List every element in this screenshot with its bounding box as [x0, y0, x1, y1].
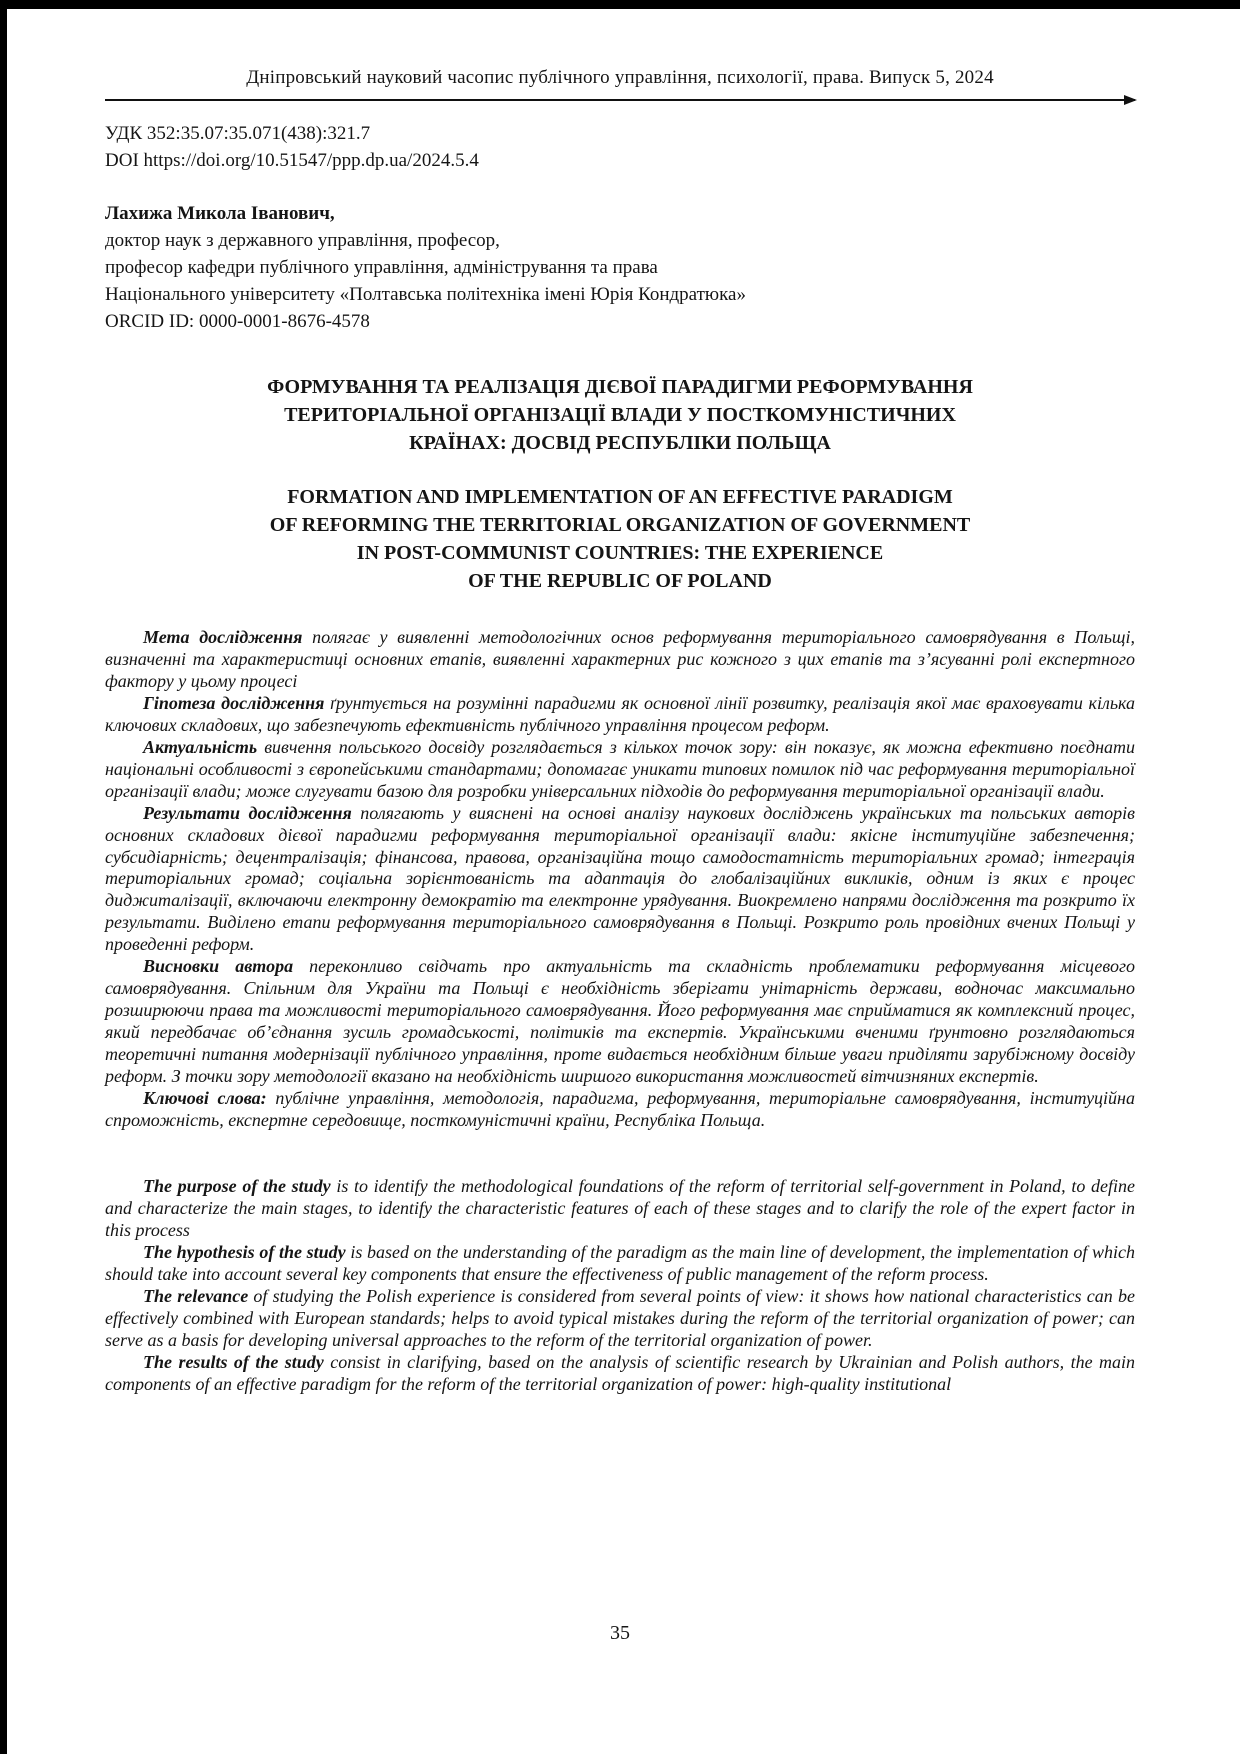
title-line: OF THE REPUBLIC OF POLAND [468, 570, 772, 592]
author-affiliation-line: професор кафедри публічного управління, адміністрування та права [105, 257, 658, 278]
paragraph-text: of studying the Polish experience is considered from several points of view: it shows how national characteristics can be effectively combined with European standards; helps to avoid typical mistakes during the reform of the territorial organization of power; can serve as a basis for developing universal approaches to the reform of the territorial organization of power. [105, 1285, 1135, 1350]
abstract-paragraph [105, 1176, 1135, 1242]
paragraph-lead: The results of the study [143, 1351, 324, 1372]
title-line: ФОРМУВАННЯ ТА РЕАЛІЗАЦІЯ ДІЄВОЇ ПАРАДИГМИ РЕФОРМУВАННЯ [267, 376, 973, 398]
scan-edge-left [0, 0, 7, 1754]
paragraph-text: consist in clarifying, based on the analysis of scientific research by Ukrainian and Polish authors, the main components of an effective paradigm for the reform of the territorial organization of power: high-quality institutional [105, 1351, 1136, 1394]
abstract-paragraph [105, 693, 1135, 737]
paragraph-text: is based on the understanding of the paradigm as the main line of development, the implementation of which should take into account several key components that ensure the effectiveness of public management of the reform process. [105, 1241, 1136, 1284]
paragraph-text: полягає у виявленні методологічних основ реформування територіального самоврядування в Польщі, визначенні та характеристиці основних етапів, виявленні характерних рис кожного з цих етапів та з’ясуванні ролі експертного фактору у цьому процесі [105, 627, 1135, 691]
article-meta [105, 120, 1135, 174]
author-orcid: ORCID ID: 0000-0001-8676-4578 [105, 311, 370, 332]
author-block [105, 200, 1135, 335]
paragraph-text: is to identify the methodological foundations of the reform of territorial self-government in Poland, to define and characterize the main stages, to identify the characteristic features of each of these stages and to clarify the role of the expert factor in this process [105, 1175, 1135, 1240]
paragraph-text: ґрунтується на розумінні парадигми як основної лінії розвитку, реалізація якої має враховувати кілька ключових складових, що забезпечують ефективність публічного управління процесом реформ. [105, 692, 1135, 735]
abstract-paragraph [105, 803, 1135, 957]
title-line: КРАЇНАХ: ДОСВІД РЕСПУБЛІКИ ПОЛЬЩА [409, 432, 831, 454]
page-content [105, 66, 1135, 1395]
paragraph-lead: Результати дослідження [143, 802, 352, 823]
abstract-english [105, 1176, 1135, 1396]
article-title-ua [105, 373, 1135, 457]
abstract-paragraph [105, 737, 1135, 803]
abstract-paragraph [105, 1352, 1135, 1396]
author-affiliation-line: Національного університету «Полтавська політехніка імені Юрія Кондратюка» [105, 284, 746, 305]
keywords-paragraph [105, 1088, 1135, 1132]
abstract-ukrainian [105, 627, 1135, 1132]
rule-arrow-icon [1124, 95, 1137, 105]
paragraph-lead: The relevance [143, 1285, 249, 1306]
keywords-text: публічне управління, методологія, парадигма, реформування, територіальне самоврядування, інституційна спроможність, експертне середовище, посткомуністичні країни, Республіка Польща. [105, 1088, 1135, 1130]
paragraph-lead: Висновки автора [143, 956, 294, 977]
keywords-label: Ключові слова: [143, 1088, 267, 1109]
paragraph-lead: Гіпотеза дослідження [143, 692, 325, 713]
abstract-paragraph [105, 1286, 1135, 1352]
title-line: OF REFORMING THE TERRITORIAL ORGANIZATION OF GOVERNMENT [269, 514, 971, 536]
abstract-paragraph [105, 1242, 1135, 1286]
title-line: IN POST-COMMUNIST COUNTRIES: THE EXPERIENCE [356, 542, 884, 564]
paragraph-text: полягають у вияснені на основі аналізу наукових досліджень українських та польських авторів основних складових дієвої парадигми реформування територіальної організації влади: якісне інституційне забезпечення; субсидіарність; децентралізація; фінансова, правова, організаційна тощо самодостатність територіальних громад; інтеграція територіальних громад; соціальна зорієнтованість та адаптація до глобалізаційних викликів, одним із яких є процес диджиталізації, включаючи електронну демократію та електронне урядування. Виокремлено напрями дослідження та розкрито їх результати. Виділено етапи реформування територіального самоврядування в Польщі. Розкрито роль провідних вчених Польщі у проведенні реформ. [105, 802, 1135, 955]
page-number: 35 [610, 1622, 630, 1644]
paragraph-text: переконливо свідчать про актуальність та складність проблематики реформування місцевого самоврядування. Спільним для України та Польщі є необхідність зберігати унітарність держави, водночас максимально розширюючи права та можливості територіального самоврядування. Його реформування має сприйматися як комплексний процес, який передбачає об’єднання зусиль громадськості, політиків та експертів. Українськими вченими ґрунтовно розглядаються теоретичні питання модернізації публічного управління, проте видається необхідним більше уваги приділяти зарубіжному досвіду реформ. З точки зору методології вказано на необхідність ширшого використання можливостей вітчизняних експертів. [105, 956, 1135, 1087]
abstract-paragraph [105, 956, 1135, 1088]
title-line: ТЕРИТОРІАЛЬНОЇ ОРГАНІЗАЦІЇ ВЛАДИ У ПОСТКОМУНІСТИЧНИХ [284, 404, 956, 426]
paragraph-lead: The hypothesis of the study [143, 1241, 346, 1262]
paragraph-lead: Актуальність [143, 736, 258, 757]
journal-header [105, 66, 1135, 101]
author-name: Лахижа Микола Іванович, [105, 203, 335, 224]
title-line: FORMATION AND IMPLEMENTATION OF AN EFFECTIVE PARADIGM [287, 486, 953, 508]
doi-line: DOI https://doi.org/10.51547/ppp.dp.ua/2024.5.4 [105, 150, 479, 171]
abstract-paragraph [105, 627, 1135, 693]
paragraph-lead: The purpose of the study [143, 1175, 331, 1196]
author-affiliation-line: доктор наук з державного управління, професор, [105, 230, 500, 251]
scan-edge-top [0, 0, 1240, 9]
paragraph-text: вивчення польського досвіду розглядається з кількох точок зору: він показує, як можна ефективно поєднати національні особливості з європейськими стандартами; допомагає уникати типових помилок під час реформування територіальної організації влади; може слугувати базою для розробки універсальних підходів до реформування територіальної організації влади. [105, 736, 1135, 801]
article-title-en [105, 483, 1135, 595]
paragraph-lead: Мета дослідження [143, 627, 303, 647]
udc-line: УДК 352:35.07:35.071(438):321.7 [105, 123, 371, 144]
journal-title: Дніпровський науковий часопис публічного управління, психології, права. Випуск 5, 2024 [246, 67, 994, 88]
header-rule [105, 99, 1135, 101]
